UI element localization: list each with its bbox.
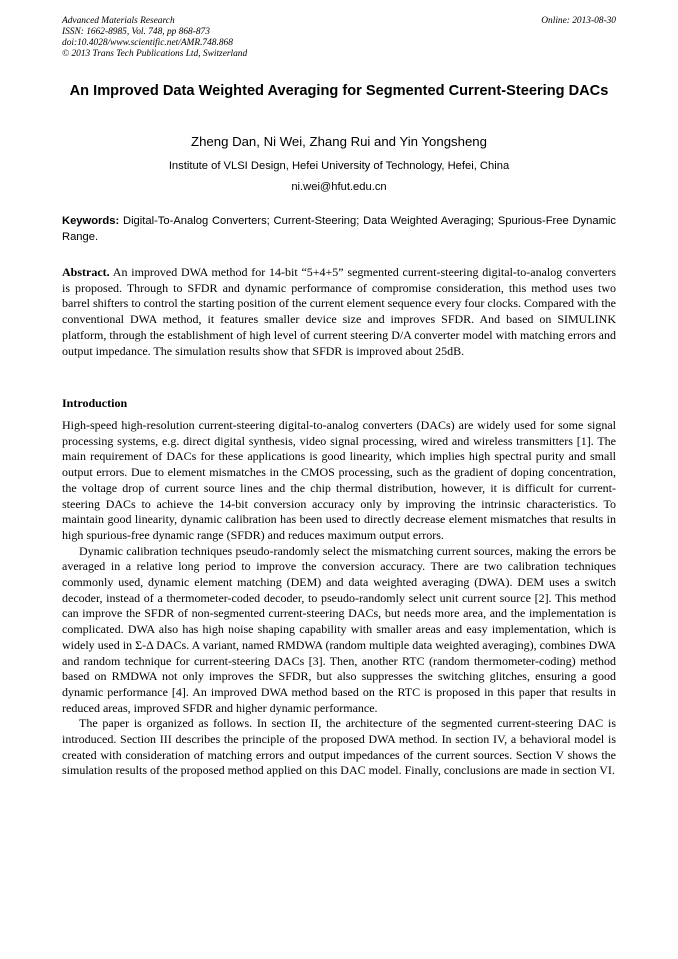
journal-header <box>62 16 616 60</box>
abstract-section <box>62 265 616 359</box>
keywords-text: Digital-To-Analog Converters; Current-Steering; Data Weighted Averaging; Spurious-Free Dynamic Range. <box>62 215 616 243</box>
introduction-body <box>62 418 616 779</box>
intro-paragraph: Dynamic calibration techniques pseudo-randomly select the mismatching current sources, making the errors be averaged in a relative long period to improve the conversion accuracy. There are two calibration techniques commonly used, dynamic element matching (DEM) and data weighted averaging (DWA). DEM uses a switch decoder, instead of a thermometer-coded decoder, to pseudo-randomly select unit current source [2]. This method can improve the SFDR of non-segmented current-steering DACs, but needs more area, and the implementation is complicated. DWA also has high noise shaping capability with smaller areas and easy implementation, which is widely used in Σ-Δ DACs. A variant, named RMDWA (random multiple data weighted averaging), combines DWA and random technique for current-steering DACs [3]. Then, another RTC (random thermometer-coding) method based on RMDWA not only improves the SFDR, but also suppresses the switching glitches, ensuring a good dynamic performance [4]. An improved DWA method based on the RTC is proposed in this paper that results in reduced areas, improved SFDR and higher dynamic performance. <box>62 543 616 715</box>
introduction-heading: Introduction <box>62 396 128 410</box>
intro-paragraph: High-speed high-resolution current-steering digital-to-analog converters (DACs) are widely used for some signal processing systems, e.g. direct digital synthesis, video signal processing, wired and wireless transmitters [1]. The main requirement of DACs for these applications is good linearity, which implies high spectral purity and small output errors. Due to element mismatches in the CMOS processing, such as the gradient of doping concentration, the voltage drop of current source lines and the chip thermal distribution, however, it is difficult for current-steering DACs to achieve the 14-bit conversion accuracy only by improving the intrinsic characteristics. To maintain good linearity, dynamic calibration has been used to directly decrease element mismatches that results in high spurious-free dynamic range (SFDR) and reduces maximum output errors. <box>62 418 616 542</box>
paper-title: An Improved Data Weighted Averaging for Segmented Current-Steering DACs <box>69 83 609 99</box>
affiliation: Institute of VLSI Design, Hefei University of Technology, Hefei, China <box>168 160 510 172</box>
intro-paragraph: The paper is organized as follows. In section II, the architecture of the segmented current-steering DAC is introduced. Section III describes the principle of the proposed DWA method. In section IV, a behavioral model is created with consideration of matching errors and output impedances of the current sources. Section V shows the simulation results of the proposed method applied on this DAC model. Finally, conclusions are made in section VI. <box>62 716 616 778</box>
doi-line: doi:10.4028/www.scientific.net/AMR.748.868 <box>62 38 233 48</box>
keywords-label: Keywords: <box>62 215 120 227</box>
online-date: Online: 2013-08-30 <box>541 16 616 26</box>
issn-line: ISSN: 1662-8985, Vol. 748, pp 868-873 <box>62 27 210 37</box>
contact-email: ni.wei@hfut.edu.cn <box>291 181 387 193</box>
author-list: Zheng Dan, Ni Wei, Zhang Rui and Yin Yongsheng <box>191 134 487 149</box>
journal-name: Advanced Materials Research <box>62 16 175 26</box>
abstract-label: Abstract. <box>62 265 110 279</box>
keywords-section <box>62 213 616 245</box>
copyright-line: © 2013 Trans Tech Publications Ltd, Switzerland <box>62 49 248 59</box>
abstract-text: An improved DWA method for 14-bit “5+4+5” segmented current-steering digital-to-analog converters is proposed. Through to SFDR and dynamic performance of compromise consideration, this method uses two barrel shifters to control the starting position of the current element sequence every four clocks. Compared with the conventional DWA method, it features smaller device size and improves SFDR. And based on SIMULINK platform, through the establishment of high level of current steering D/A converter model with matching errors and output impedance. The simulation results show that SFDR is improved about 25dB. <box>62 265 616 358</box>
